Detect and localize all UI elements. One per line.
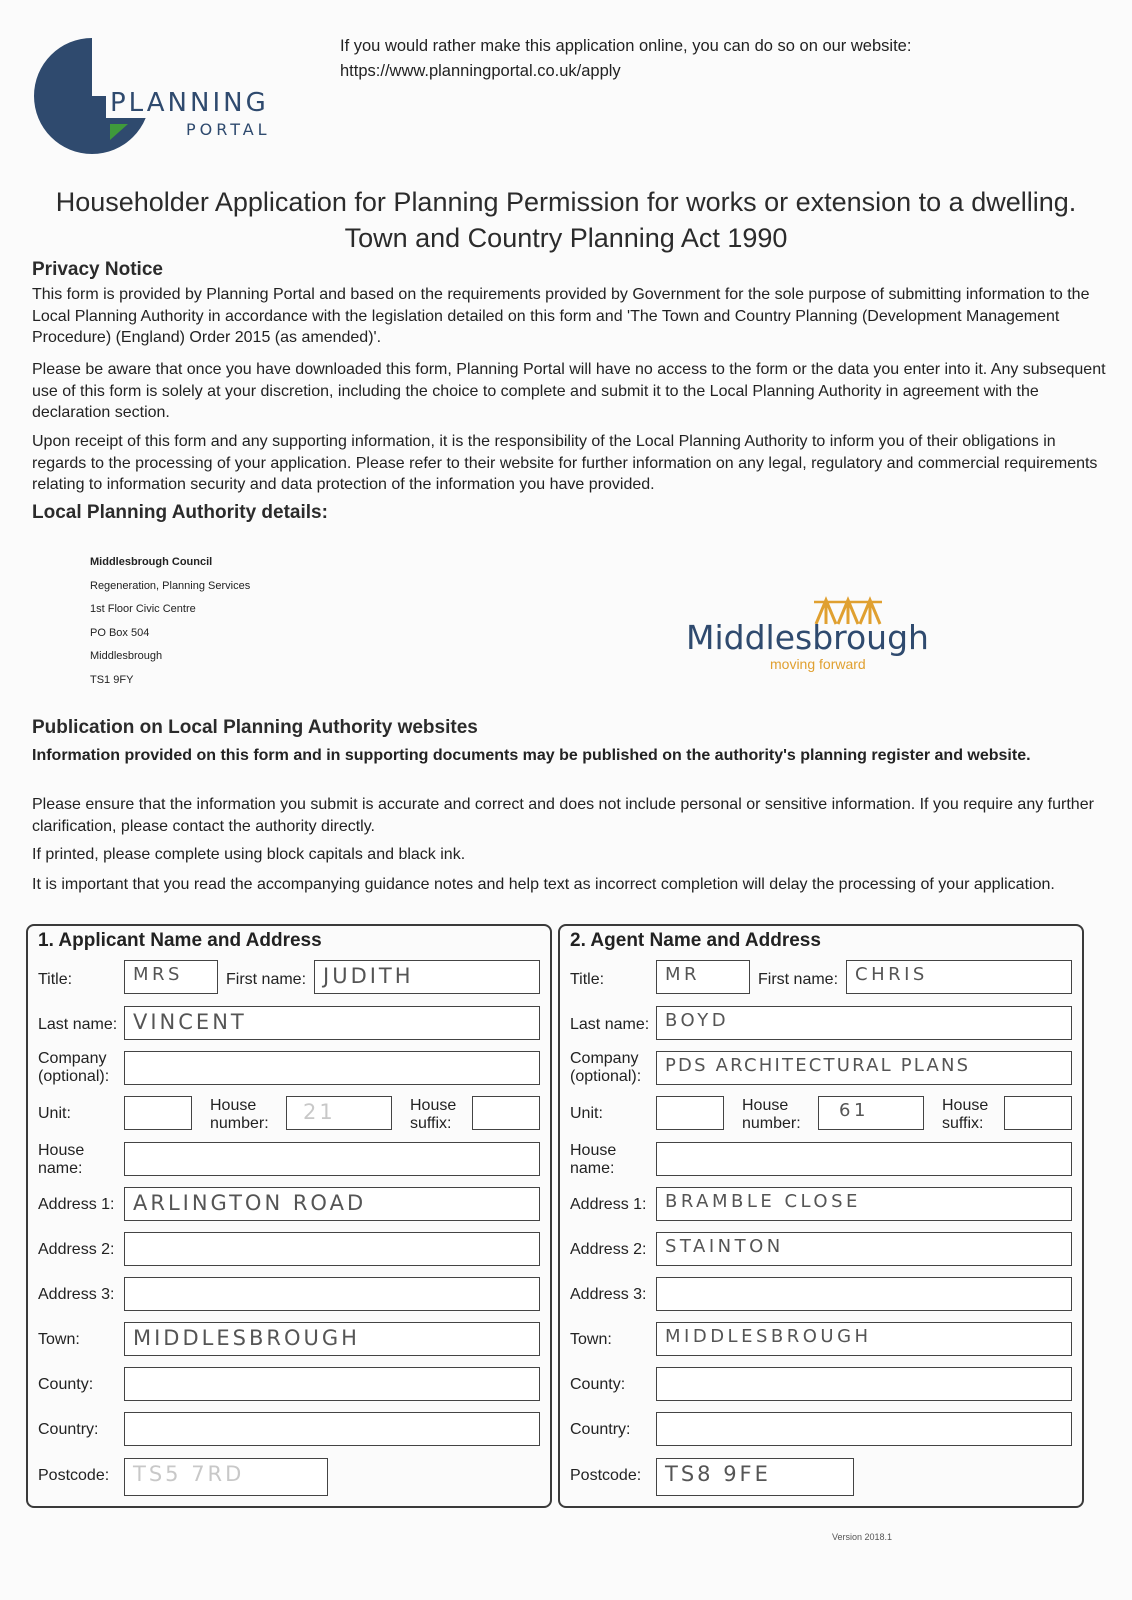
agent-address2-label: Address 2: xyxy=(570,1241,647,1258)
applicant-address3-label: Address 3: xyxy=(38,1286,115,1303)
applicant-country-label: Country: xyxy=(38,1421,99,1438)
online-text: If you would rather make this application online, you can do so on our website: xyxy=(340,37,912,55)
agent-company-label-2: (optional): xyxy=(570,1068,642,1085)
agent-unit-label: Unit: xyxy=(570,1105,603,1122)
applicant-address1-label: Address 1: xyxy=(38,1196,115,1213)
logo-text-planning: PLANNING xyxy=(106,88,273,118)
agent-section-title: 2. Agent Name and Address xyxy=(570,930,821,951)
lpa-address-line-5: Middlesbrough xyxy=(90,650,163,663)
applicant-first-name-field[interactable] xyxy=(314,960,540,994)
agent-address2-value: STAINTON xyxy=(665,1236,784,1257)
privacy-paragraph-1: This form is provided by Planning Portal and based on the requirements provided by Government for the sole purpose of submitting information to the Local Planning Authority in accordance with the legislation detailed on this form and 'The Town and Country Planning (Development Management Procedure) (England) Order 2015 (as amended)'. xyxy=(32,286,1090,346)
agent-first-name-label: First name: xyxy=(758,971,839,988)
agent-postcode-value: TS8 9FE xyxy=(665,1462,771,1486)
applicant-house-number-value: 21 xyxy=(303,1100,336,1124)
agent-first-name-field[interactable] xyxy=(846,960,1072,994)
applicant-postcode-field[interactable] xyxy=(124,1458,328,1496)
agent-first-name-value: CHRIS xyxy=(855,964,928,985)
agent-house-number-label xyxy=(742,1097,801,1133)
agent-town-value: MIDDLESBROUGH xyxy=(665,1326,872,1347)
agent-company-field[interactable] xyxy=(656,1051,1072,1085)
publication-paragraph-3: It is important that you read the accompanying guidance notes and help text as incorrect completion will delay the processing of your application. xyxy=(32,876,1055,893)
applicant-last-name-value: VINCENT xyxy=(133,1010,247,1034)
applicant-title-label: Title: xyxy=(38,971,73,988)
applicant-house-suffix-label-1: House xyxy=(410,1097,457,1114)
agent-last-name-field[interactable] xyxy=(656,1006,1072,1040)
applicant-house-number-field[interactable] xyxy=(286,1096,392,1130)
applicant-company-label-2: (optional): xyxy=(38,1068,110,1085)
applicant-address1-field[interactable] xyxy=(124,1187,540,1221)
agent-last-name-label: Last name: xyxy=(570,1016,650,1033)
applicant-first-name-value: JUDITH xyxy=(323,964,414,988)
agent-company-label xyxy=(570,1050,641,1086)
agent-address2-field[interactable] xyxy=(656,1232,1072,1266)
applicant-address2-label: Address 2: xyxy=(38,1241,115,1258)
applicant-address1-value: ARLINGTON ROAD xyxy=(133,1191,367,1215)
agent-title-label: Title: xyxy=(570,971,605,988)
applicant-house-suffix-label-2: suffix: xyxy=(410,1115,452,1132)
applicant-first-name-label: First name: xyxy=(226,971,307,988)
applicant-county-label: County: xyxy=(38,1376,94,1393)
form-title-line1: Householder Application for Planning Permission for works or extension to a dwelling. xyxy=(55,187,1077,217)
middlesbrough-logo xyxy=(686,596,936,676)
applicant-title-value: MRS xyxy=(133,964,183,985)
lpa-address-line-6: TS1 9FY xyxy=(90,673,134,686)
planning-portal-logo xyxy=(32,36,292,156)
agent-unit-field[interactable] xyxy=(656,1096,724,1130)
agent-section xyxy=(558,924,1084,1508)
agent-house-name-label-1: House xyxy=(570,1142,617,1159)
agent-postcode-field[interactable] xyxy=(656,1458,854,1496)
publication-paragraph-2: If printed, please complete using block capitals and black ink. xyxy=(32,846,466,863)
applicant-section xyxy=(26,924,552,1508)
applicant-house-name-field[interactable] xyxy=(124,1142,540,1176)
publication-paragraph-1: Please ensure that the information you submit is accurate and correct and does not include personal or sensitive information. If you require any further clarification, please contact the authority directly. xyxy=(32,796,1094,835)
agent-postcode-label: Postcode: xyxy=(570,1467,642,1484)
agent-county-label: County: xyxy=(570,1376,626,1393)
agent-house-suffix-label xyxy=(942,1097,988,1133)
applicant-house-suffix-label xyxy=(410,1097,456,1133)
online-application-note xyxy=(340,34,911,84)
applicant-section-title: 1. Applicant Name and Address xyxy=(38,930,322,951)
agent-house-number-value: 61 xyxy=(839,1100,869,1121)
applicant-house-number-label-2: number: xyxy=(210,1115,269,1132)
agent-address3-field[interactable] xyxy=(656,1277,1072,1311)
lpa-address-line-1: Middlesbrough Council xyxy=(90,556,213,568)
agent-address1-value: BRAMBLE CLOSE xyxy=(665,1191,861,1212)
agent-county-field[interactable] xyxy=(656,1367,1072,1401)
applicant-last-name-label: Last name: xyxy=(38,1016,118,1033)
privacy-heading: Privacy Notice xyxy=(32,259,163,280)
lpa-address-line-3: 1st Floor Civic Centre xyxy=(90,603,196,616)
applicant-house-number-label xyxy=(210,1097,269,1133)
applicant-address3-field[interactable] xyxy=(124,1277,540,1311)
applicant-house-suffix-field[interactable] xyxy=(472,1096,540,1130)
agent-last-name-value: BOYD xyxy=(665,1010,730,1031)
applicant-house-name-label xyxy=(38,1142,84,1178)
agent-country-label: Country: xyxy=(570,1421,631,1438)
lpa-address-line-2: Regeneration, Planning Services xyxy=(90,579,251,592)
agent-title-value: MR xyxy=(665,964,701,985)
agent-address1-field[interactable] xyxy=(656,1187,1072,1221)
middlesbrough-logo-tagline: moving forward xyxy=(770,656,866,672)
applicant-house-number-label-1: House xyxy=(210,1097,257,1114)
form-title xyxy=(0,184,1132,256)
applicant-unit-label: Unit: xyxy=(38,1105,71,1122)
lpa-heading: Local Planning Authority details: xyxy=(32,502,328,523)
applicant-county-field[interactable] xyxy=(124,1367,540,1401)
publication-heading: Publication on Local Planning Authority websites xyxy=(32,717,478,738)
applicant-town-label: Town: xyxy=(38,1331,80,1348)
agent-house-suffix-field[interactable] xyxy=(1004,1096,1072,1130)
agent-house-name-field[interactable] xyxy=(656,1142,1072,1176)
agent-title-field[interactable] xyxy=(656,960,750,994)
applicant-town-value: MIDDLESBROUGH xyxy=(133,1326,360,1350)
version-label: Version 2018.1 xyxy=(832,1532,893,1542)
agent-address1-label: Address 1: xyxy=(570,1196,647,1213)
online-url: https://www.planningportal.co.uk/apply xyxy=(340,62,621,80)
applicant-town-field[interactable] xyxy=(124,1322,540,1356)
applicant-postcode-value: TS5 7RD xyxy=(133,1462,245,1486)
applicant-company-field[interactable] xyxy=(124,1051,540,1085)
middlesbrough-logo-name: Middlesbrough xyxy=(686,618,929,657)
applicant-unit-field[interactable] xyxy=(124,1096,192,1130)
agent-town-label: Town: xyxy=(570,1331,612,1348)
agent-house-number-field[interactable] xyxy=(818,1096,924,1130)
agent-company-value: PDS ARCHITECTURAL PLANS xyxy=(665,1055,971,1076)
applicant-last-name-field[interactable] xyxy=(124,1006,540,1040)
publication-bold-note: Information provided on this form and in supporting documents may be published on the authority's planning register and website. xyxy=(32,747,1031,764)
agent-address3-label: Address 3: xyxy=(570,1286,647,1303)
agent-house-suffix-label-2: suffix: xyxy=(942,1115,984,1132)
agent-country-field[interactable] xyxy=(656,1412,1072,1446)
agent-house-name-label-2: name: xyxy=(570,1160,615,1177)
applicant-house-name-label-1: House xyxy=(38,1142,85,1159)
form-title-line2: Town and Country Planning Act 1990 xyxy=(344,223,788,253)
privacy-paragraph-2: Please be aware that once you have downloaded this form, Planning Portal will have no access to the form or the data you enter into it. Any subsequent use of this form is solely at your discretion, including the choice to complete and submit it to the Local Planning Authority in agreement with the declaration section. xyxy=(32,361,1106,421)
lpa-address xyxy=(90,551,250,693)
applicant-title-field[interactable] xyxy=(124,960,218,994)
applicant-address2-field[interactable] xyxy=(124,1232,540,1266)
agent-house-number-label-1: House xyxy=(742,1097,789,1114)
agent-company-label-1: Company xyxy=(570,1050,639,1067)
agent-town-field[interactable] xyxy=(656,1322,1072,1356)
agent-house-name-label xyxy=(570,1142,616,1178)
applicant-country-field[interactable] xyxy=(124,1412,540,1446)
applicant-house-name-label-2: name: xyxy=(38,1160,83,1177)
privacy-paragraph-3: Upon receipt of this form and any supporting information, it is the responsibility of the Local Planning Authority to inform you of their obligations in regards to the processing of your application. Please refer to their website for further information on any legal, regulatory and commercial requirements relating to information security and data protection of the information you have provided. xyxy=(32,433,1098,493)
logo-text-portal: PORTAL xyxy=(186,120,271,139)
lpa-address-line-4: PO Box 504 xyxy=(90,626,150,639)
applicant-company-label-1: Company xyxy=(38,1050,107,1067)
applicant-company-label xyxy=(38,1050,109,1086)
applicant-postcode-label: Postcode: xyxy=(38,1467,110,1484)
agent-house-number-label-2: number: xyxy=(742,1115,801,1132)
agent-house-suffix-label-1: House xyxy=(942,1097,989,1114)
